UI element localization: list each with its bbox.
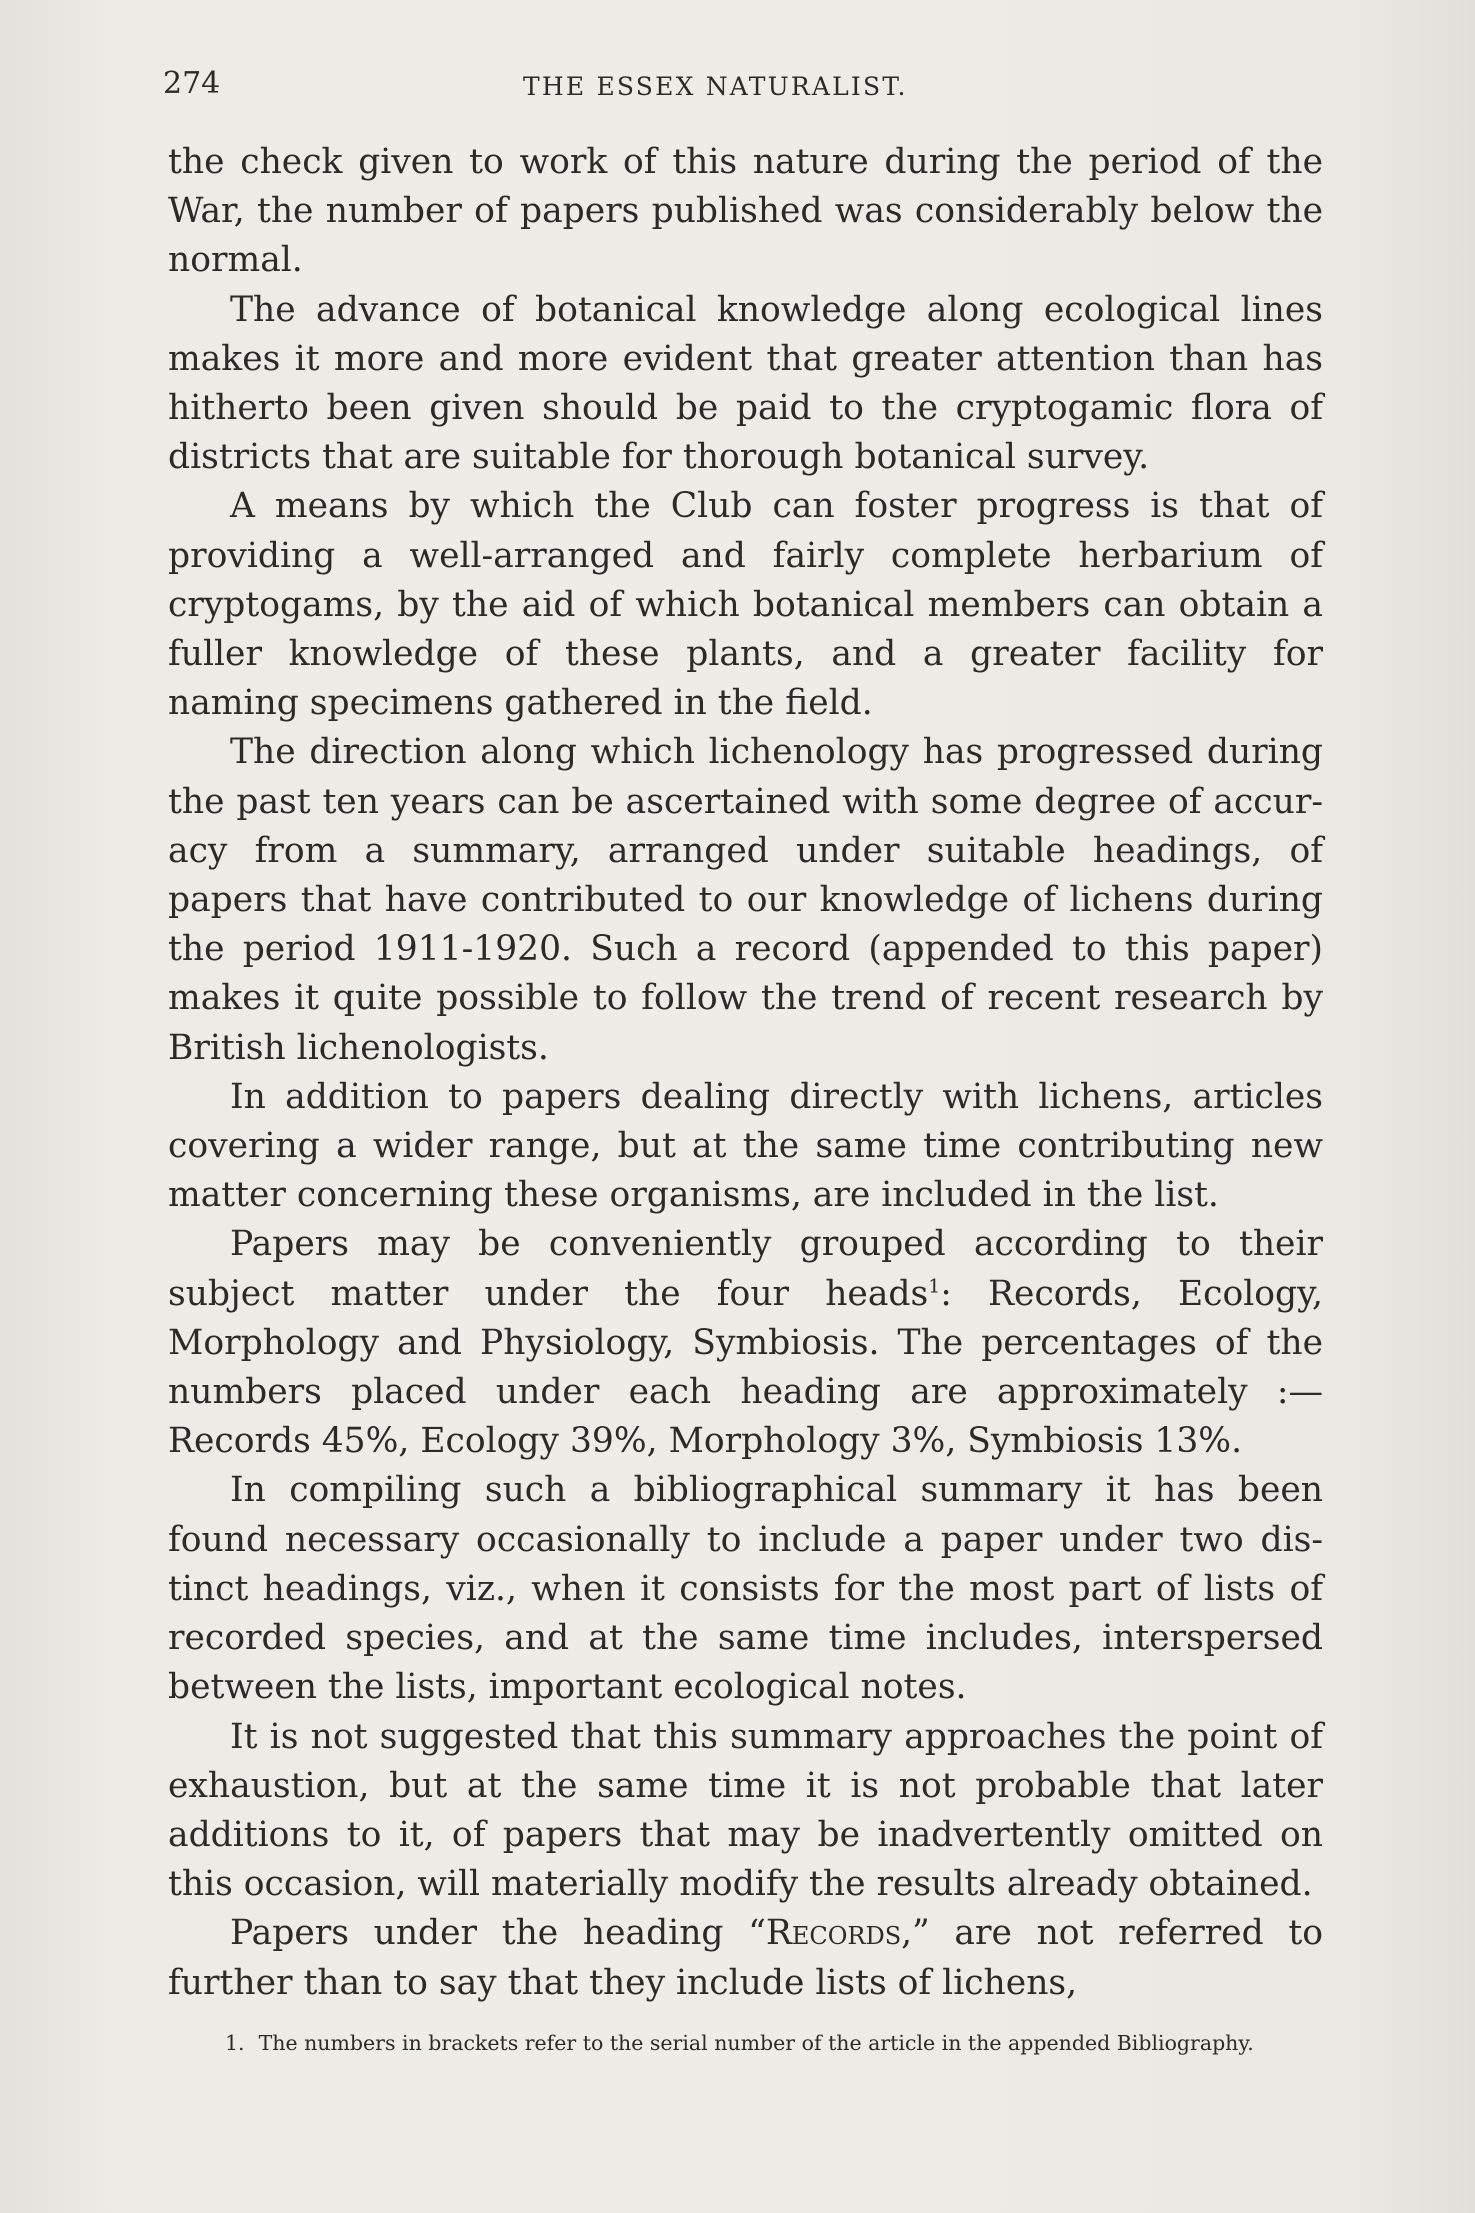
paragraph-2: The advance of botanical knowledge along ecological lines makes it more and more evident that greater attention than has hitherto been given should be paid to the cryptogamic flora of districts that are suitable for thorough botanical survey. bbox=[168, 289, 1323, 478]
paragraph-4: The direction along which lichenology has progressed during the past ten years can be ascertained with some degree of accuracy from a summary, arranged under suitable headings, of papers that have contributed to our knowledge of lichens during the period 1911-1920. Such a record (appended to this paper) makes it quite possible to follow the trend of recent research by British lichenologists. bbox=[168, 732, 1323, 1068]
page-number: 274 bbox=[163, 66, 221, 101]
footnote-number: 1. bbox=[225, 2031, 245, 2055]
footnote-reference: 1 bbox=[928, 1275, 941, 1298]
paragraph-9-text-a: Papers under the heading “ bbox=[230, 1913, 766, 1954]
paragraph-3: A means by which the Club can foster progress is that of providing a well-arranged and fairly complete herbarium of cryptogams, by the aid of which botanical members can obtain a fuller knowledge of these plants, and a greater facility for naming specimens gathered in the field. bbox=[168, 486, 1323, 724]
running-head bbox=[163, 66, 1323, 106]
paragraph-1: the check given to work of this nature during the period of the War, the number of papers published was considerably below the normal. bbox=[168, 142, 1323, 281]
paragraph-8: It is not suggested that this summary approaches the point of exhaustion, but at the same time it is not probable that later additions to it, of papers that may be inadvertently omitted on this occasion, will materially modify the results already obtained. bbox=[168, 1716, 1323, 1905]
footnote-text: The numbers in brackets refer to the serial number of the article in the appended Bibliography. bbox=[258, 2031, 1254, 2055]
body-text bbox=[168, 138, 1323, 2008]
paragraph-6 bbox=[168, 1220, 1323, 1466]
paragraph-6-text-a: Papers may be conveniently grouped according to their subject matter under the four heads bbox=[168, 1224, 1323, 1314]
paragraph-5: In addition to papers dealing directly with lichens, articles covering a wider range, but at the same time contributing new matter concerning these organisms, are included in the list. bbox=[168, 1076, 1323, 1216]
paragraph-9 bbox=[168, 1909, 1323, 2007]
records-heading: Records bbox=[765, 1913, 902, 1954]
journal-title: THE ESSEX NATURALIST. bbox=[523, 72, 908, 101]
paragraph-7: In compiling such a bibliographical summary it has been found necessary occasionally to include a paper under two distinct headings, viz., when it consists for the most part of lists of recorded species, and at the same time includes, interspersed between the lists, important ecological notes. bbox=[168, 1470, 1323, 1708]
paragraph-9-text-b: ,” are not referred to further than to say that they include lists of lichens, bbox=[168, 1913, 1323, 2003]
footnote bbox=[180, 2030, 1330, 2056]
paragraph-6-text-b: : Records, Ecology, Morphology and Physiology, Symbiosis. The percentages of the numbers placed under each heading are approximately :— Records 45%, Ecology 39%, Morphology 3%, Symbiosis 13%. bbox=[168, 1273, 1323, 1462]
